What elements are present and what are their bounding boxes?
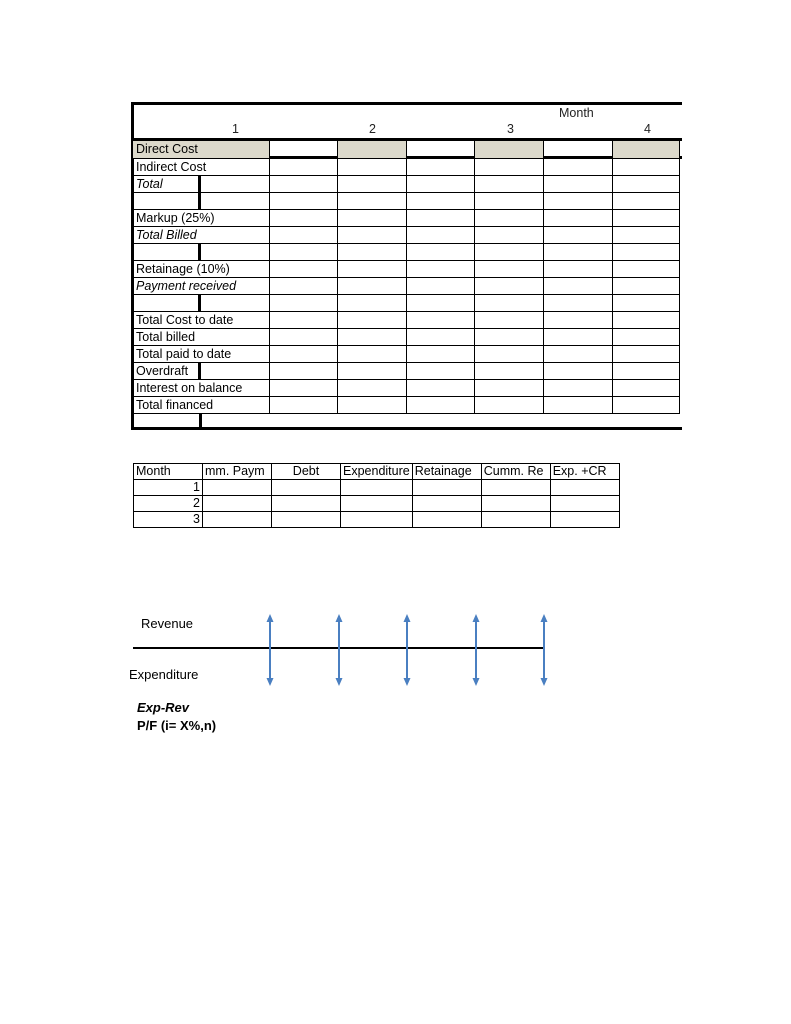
- table-cell: [270, 397, 338, 414]
- table-cell: [544, 380, 613, 397]
- table-cell: [407, 193, 475, 210]
- label-cell: [133, 244, 201, 261]
- row-label: Markup (25%): [136, 211, 215, 225]
- table-row: [133, 141, 682, 158]
- summary-cell: [550, 496, 619, 512]
- cash-flow-arrow: [404, 614, 411, 686]
- table-cell: [338, 193, 407, 210]
- table-cell: [544, 278, 613, 295]
- table-top-border: [131, 102, 682, 105]
- summary-header-debt: Debt: [272, 464, 341, 480]
- table-cell: [270, 363, 338, 380]
- table-cell: [613, 380, 680, 397]
- table-cell: [544, 193, 613, 210]
- table-cell: [338, 176, 407, 193]
- table-cell: [475, 244, 544, 261]
- label-cell: [133, 193, 201, 210]
- expenditure-label: Expenditure: [129, 667, 199, 682]
- row-label: Direct Cost: [136, 142, 198, 156]
- table-row: [133, 397, 682, 414]
- table-cell: [201, 244, 270, 261]
- table-cell: [338, 312, 407, 329]
- table-cell: [201, 193, 270, 210]
- table-cell: [270, 380, 338, 397]
- table-row: [133, 346, 682, 363]
- summary-cell: [550, 512, 619, 528]
- table-bottom-border: [131, 427, 682, 430]
- row-label: Retainage (10%): [136, 262, 230, 276]
- table-cell: [270, 261, 338, 278]
- row-label: Total financed: [136, 398, 214, 412]
- table-cell: [407, 329, 475, 346]
- table-cell: [270, 312, 338, 329]
- table-cell: [544, 363, 613, 380]
- table-row: [133, 159, 682, 176]
- row-label: Total Billed: [136, 228, 197, 242]
- table-cell: [270, 176, 338, 193]
- table-cell: [201, 176, 270, 193]
- row-label: Payment received: [136, 279, 237, 293]
- table-row: [134, 480, 620, 496]
- table-cell: [407, 227, 475, 244]
- table-cell: [544, 176, 613, 193]
- summary-cell: [481, 512, 550, 528]
- table-cell: [407, 380, 475, 397]
- table-cell: [544, 329, 613, 346]
- summary-header-payment: mm. Paym: [203, 464, 272, 480]
- month-number-1: 1: [232, 122, 239, 136]
- table-cell: [475, 312, 544, 329]
- table-cell: [475, 210, 544, 227]
- table-row: [133, 261, 682, 278]
- table-cell: [407, 244, 475, 261]
- table-cell: [613, 329, 680, 346]
- summary-cell: [341, 512, 413, 528]
- row-label: Total paid to date: [136, 347, 232, 361]
- table-cell: [544, 159, 613, 176]
- table-cell: [544, 210, 613, 227]
- table-cell: [407, 397, 475, 414]
- table-cell: [475, 176, 544, 193]
- summary-header-exp-cr: Exp. +CR: [550, 464, 619, 480]
- table-cell: [270, 227, 338, 244]
- month-number-4: 4: [644, 122, 651, 136]
- cash-flow-arrows: [267, 614, 548, 686]
- table-row: [134, 496, 620, 512]
- table-cell: [613, 159, 680, 176]
- table-cell: [338, 397, 407, 414]
- table-cell: [544, 141, 613, 158]
- table-cell: [270, 141, 338, 158]
- table-cell: [407, 346, 475, 363]
- table-cell: [475, 363, 544, 380]
- table-cell: [270, 278, 338, 295]
- table-cell: [407, 141, 475, 158]
- row-label: Indirect Cost: [136, 160, 207, 174]
- table-row: [133, 278, 682, 295]
- summary-cell: [550, 480, 619, 496]
- table-cell: [270, 244, 338, 261]
- table-cell: [544, 346, 613, 363]
- table-cell: [475, 193, 544, 210]
- table-cell: [613, 210, 680, 227]
- summary-header-expenditure: Expenditure: [341, 464, 413, 480]
- label-cell: [133, 295, 201, 312]
- table-cell: [613, 227, 680, 244]
- table-cell: [613, 295, 680, 312]
- table-cell: [475, 329, 544, 346]
- summary-month-3: 3: [134, 512, 203, 528]
- table-cell: [338, 210, 407, 227]
- table-cell: [407, 278, 475, 295]
- table-row: [133, 193, 682, 210]
- table-cell: [475, 380, 544, 397]
- summary-cell: [272, 496, 341, 512]
- summary-header-retainage: Retainage: [412, 464, 481, 480]
- table-cell: [338, 295, 407, 312]
- table-cell: [201, 295, 270, 312]
- table-cell: [407, 295, 475, 312]
- table-row: [134, 512, 620, 528]
- summary-cell: [481, 480, 550, 496]
- table-cell: [475, 261, 544, 278]
- table-cell: [270, 329, 338, 346]
- table-row: [133, 312, 682, 329]
- table-cell: [544, 227, 613, 244]
- table-cell: [338, 329, 407, 346]
- summary-cell: [203, 512, 272, 528]
- table-cell: [338, 159, 407, 176]
- table-cell: [544, 261, 613, 278]
- table-cell: [407, 159, 475, 176]
- table-cell: [270, 346, 338, 363]
- table-cell: [270, 193, 338, 210]
- table-cell: [475, 141, 544, 158]
- table-cell: [407, 210, 475, 227]
- table-cell: [613, 312, 680, 329]
- table-cell: [544, 295, 613, 312]
- table-row: [133, 380, 682, 397]
- table-cell: [613, 397, 680, 414]
- row-label: Total billed: [136, 330, 196, 344]
- row-label: Interest on balance: [136, 381, 243, 395]
- table-cell: [544, 244, 613, 261]
- table-cell: [270, 159, 338, 176]
- table-cell: [270, 295, 338, 312]
- summary-cell: [412, 512, 481, 528]
- table-cell: [475, 346, 544, 363]
- table-cell: [338, 244, 407, 261]
- month-number-3: 3: [507, 122, 514, 136]
- table-cell: [407, 312, 475, 329]
- bottom-row-divider: [199, 414, 202, 428]
- table-row: [133, 329, 682, 346]
- table-cell: [475, 159, 544, 176]
- table-cell: [613, 363, 680, 380]
- table-cell: [544, 312, 613, 329]
- month-number-2: 2: [369, 122, 376, 136]
- table-cell: [407, 261, 475, 278]
- row-label: Total Cost to date: [136, 313, 234, 327]
- formula-exp-rev: Exp-Rev: [137, 700, 190, 715]
- summary-cell: [203, 480, 272, 496]
- table-cell: [201, 363, 270, 380]
- summary-cell: [481, 496, 550, 512]
- revenue-label: Revenue: [141, 616, 194, 631]
- table-cell: [338, 363, 407, 380]
- row-label: Total: [136, 177, 163, 191]
- table-cell: [407, 363, 475, 380]
- summary-header-row: [134, 464, 620, 480]
- cash-flow-arrow: [336, 614, 343, 686]
- table-cell: [338, 227, 407, 244]
- table-cell: [475, 227, 544, 244]
- summary-cell: [203, 496, 272, 512]
- cash-flow-arrow: [541, 614, 548, 686]
- summary-cell: [272, 480, 341, 496]
- table-cell: [613, 141, 680, 158]
- table-cell: [338, 380, 407, 397]
- summary-header-cumm-retainage: Cumm. Re: [481, 464, 550, 480]
- table-cell: [613, 193, 680, 210]
- summary-month-2: 2: [134, 496, 203, 512]
- summary-cell: [341, 480, 413, 496]
- table-cell: [201, 227, 270, 244]
- table-cell: [338, 278, 407, 295]
- table-cell: [613, 278, 680, 295]
- table-cell: [338, 346, 407, 363]
- table-cell: [613, 346, 680, 363]
- cost-schedule-table: [131, 102, 682, 430]
- table-cell: [475, 397, 544, 414]
- table-row: [133, 295, 682, 312]
- table-cell: [613, 244, 680, 261]
- table-row: [133, 244, 682, 261]
- table-row: [133, 176, 682, 193]
- table-cell: [475, 295, 544, 312]
- summary-table: [133, 463, 620, 528]
- table-cell: [338, 261, 407, 278]
- cash-flow-arrow: [473, 614, 480, 686]
- summary-cell: [412, 496, 481, 512]
- table-cell: [407, 176, 475, 193]
- table-cell: [201, 329, 270, 346]
- summary-cell: [272, 512, 341, 528]
- formula-p-f: P/F (i= X%,n): [137, 718, 217, 733]
- table-cell: [613, 261, 680, 278]
- table-cell: [544, 397, 613, 414]
- summary-cell: [341, 496, 413, 512]
- row-label: Overdraft: [136, 364, 189, 378]
- table-cell: [338, 141, 407, 158]
- month-header: Month: [559, 106, 594, 120]
- cash-flow-arrow: [267, 614, 274, 686]
- table-cell: [270, 210, 338, 227]
- table-cell: [475, 278, 544, 295]
- table-cell: [613, 176, 680, 193]
- summary-month-1: 1: [134, 480, 203, 496]
- table-row: [133, 227, 682, 244]
- summary-header-month: Month: [134, 464, 203, 480]
- table-row: [133, 210, 682, 227]
- table-row: [133, 363, 682, 380]
- table-cell: [201, 141, 270, 158]
- table-cell: [201, 159, 270, 176]
- summary-cell: [412, 480, 481, 496]
